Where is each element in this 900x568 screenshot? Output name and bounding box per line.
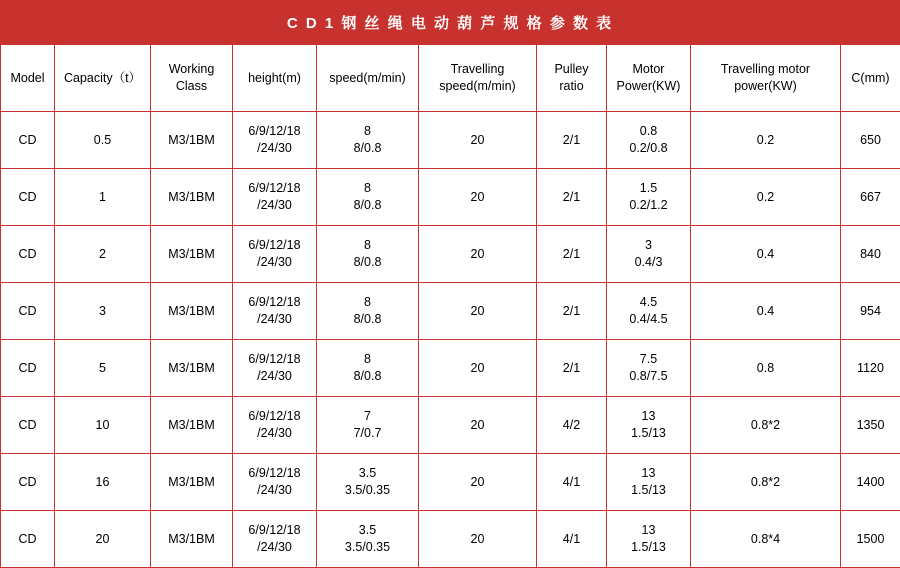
cell-pulley-ratio: 2/1 <box>537 112 607 169</box>
specification-table <box>0 44 900 568</box>
column-header-pulley-ratio <box>537 45 607 112</box>
cell-height-line1: 6/9/12/18 <box>235 351 314 368</box>
cell-motor-power <box>607 226 691 283</box>
cell-speed-line2: 8/0.8 <box>319 311 416 328</box>
cell-c: 1120 <box>841 340 900 397</box>
cell-speed-line1: 8 <box>319 180 416 197</box>
cell-motor-power-line2: 0.4/4.5 <box>609 311 688 328</box>
cell-travelling-motor-power: 0.8*4 <box>691 511 841 568</box>
table-row <box>1 340 900 397</box>
column-header-travelling-motor-power-line1: Travelling motor <box>693 61 838 78</box>
column-header-model: Model <box>1 45 55 112</box>
cell-speed-line1: 8 <box>319 237 416 254</box>
cell-motor-power-line2: 1.5/13 <box>609 539 688 556</box>
cell-motor-power-line1: 0.8 <box>609 123 688 140</box>
column-header-height: height(m) <box>233 45 317 112</box>
column-header-motor-power <box>607 45 691 112</box>
cell-motor-power-line1: 4.5 <box>609 294 688 311</box>
cell-speed <box>317 511 419 568</box>
cell-travelling-motor-power: 0.4 <box>691 226 841 283</box>
cell-speed-line1: 7 <box>319 408 416 425</box>
cell-capacity: 20 <box>55 511 151 568</box>
cell-c: 650 <box>841 112 900 169</box>
cell-travelling-motor-power: 0.2 <box>691 112 841 169</box>
column-header-speed: speed(m/min) <box>317 45 419 112</box>
cell-model: CD <box>1 283 55 340</box>
cell-height-line2: /24/30 <box>235 482 314 499</box>
column-header-motor-power-line2: Power(KW) <box>609 78 688 95</box>
cell-speed-line1: 3.5 <box>319 522 416 539</box>
column-header-travelling-speed-line1: Travelling <box>421 61 534 78</box>
cell-motor-power <box>607 397 691 454</box>
cell-height <box>233 169 317 226</box>
cell-speed-line2: 3.5/0.35 <box>319 482 416 499</box>
cell-model: CD <box>1 169 55 226</box>
cell-motor-power-line1: 13 <box>609 408 688 425</box>
cell-pulley-ratio: 2/1 <box>537 169 607 226</box>
cell-c: 1500 <box>841 511 900 568</box>
cell-motor-power <box>607 454 691 511</box>
cell-motor-power <box>607 511 691 568</box>
cell-travelling-speed: 20 <box>419 112 537 169</box>
cell-travelling-speed: 20 <box>419 511 537 568</box>
cell-motor-power-line2: 0.2/0.8 <box>609 140 688 157</box>
cell-model: CD <box>1 112 55 169</box>
column-header-c: C(mm) <box>841 45 900 112</box>
cell-motor-power-line1: 13 <box>609 522 688 539</box>
cell-pulley-ratio: 4/1 <box>537 454 607 511</box>
cell-motor-power-line1: 3 <box>609 237 688 254</box>
cell-height-line2: /24/30 <box>235 368 314 385</box>
column-header-capacity: Capacity（t） <box>55 45 151 112</box>
cell-motor-power <box>607 283 691 340</box>
cell-speed <box>317 226 419 283</box>
table-row <box>1 511 900 568</box>
cell-speed-line1: 8 <box>319 351 416 368</box>
cell-travelling-speed: 20 <box>419 340 537 397</box>
table-row <box>1 454 900 511</box>
cell-capacity: 5 <box>55 340 151 397</box>
table-row <box>1 283 900 340</box>
column-header-working-class-line2: Class <box>153 78 230 95</box>
cell-speed-line1: 8 <box>319 294 416 311</box>
page-title: C D 1 钢 丝 绳 电 动 葫 芦 规 格 参 数 表 <box>287 12 613 33</box>
cell-height-line2: /24/30 <box>235 140 314 157</box>
cell-travelling-motor-power: 0.2 <box>691 169 841 226</box>
cell-model: CD <box>1 454 55 511</box>
cell-c: 1350 <box>841 397 900 454</box>
cell-travelling-speed: 20 <box>419 454 537 511</box>
cell-speed <box>317 340 419 397</box>
column-header-working-class <box>151 45 233 112</box>
column-header-travelling-speed-line2: speed(m/min) <box>421 78 534 95</box>
cell-pulley-ratio: 2/1 <box>537 226 607 283</box>
cell-c: 667 <box>841 169 900 226</box>
cell-working-class: M3/1BM <box>151 283 233 340</box>
cell-height-line1: 6/9/12/18 <box>235 465 314 482</box>
cell-height-line2: /24/30 <box>235 311 314 328</box>
cell-speed-line1: 3.5 <box>319 465 416 482</box>
cell-speed-line2: 3.5/0.35 <box>319 539 416 556</box>
cell-speed <box>317 169 419 226</box>
column-header-travelling-speed <box>419 45 537 112</box>
cell-travelling-speed: 20 <box>419 169 537 226</box>
cell-travelling-speed: 20 <box>419 226 537 283</box>
table-row <box>1 169 900 226</box>
cell-capacity: 10 <box>55 397 151 454</box>
column-header-pulley-ratio-line1: Pulley <box>539 61 604 78</box>
table-row <box>1 112 900 169</box>
cell-speed-line2: 7/0.7 <box>319 425 416 442</box>
cell-motor-power <box>607 169 691 226</box>
cell-working-class: M3/1BM <box>151 112 233 169</box>
cell-travelling-speed: 20 <box>419 283 537 340</box>
cell-height <box>233 454 317 511</box>
cell-pulley-ratio: 2/1 <box>537 283 607 340</box>
table-header <box>1 45 900 112</box>
cell-c: 1400 <box>841 454 900 511</box>
cell-travelling-speed: 20 <box>419 397 537 454</box>
cell-capacity: 0.5 <box>55 112 151 169</box>
cell-height-line1: 6/9/12/18 <box>235 237 314 254</box>
cell-height-line1: 6/9/12/18 <box>235 522 314 539</box>
cell-height-line2: /24/30 <box>235 425 314 442</box>
cell-height-line2: /24/30 <box>235 254 314 271</box>
column-header-travelling-motor-power-line2: power(KW) <box>693 78 838 95</box>
cell-speed <box>317 397 419 454</box>
cell-working-class: M3/1BM <box>151 397 233 454</box>
cell-speed-line2: 8/0.8 <box>319 368 416 385</box>
column-header-travelling-motor-power <box>691 45 841 112</box>
cell-working-class: M3/1BM <box>151 511 233 568</box>
cell-model: CD <box>1 397 55 454</box>
cell-motor-power-line2: 0.4/3 <box>609 254 688 271</box>
cell-capacity: 2 <box>55 226 151 283</box>
cell-motor-power-line1: 7.5 <box>609 351 688 368</box>
cell-speed-line2: 8/0.8 <box>319 140 416 157</box>
column-header-motor-power-line1: Motor <box>609 61 688 78</box>
cell-travelling-motor-power: 0.8 <box>691 340 841 397</box>
cell-motor-power <box>607 340 691 397</box>
cell-working-class: M3/1BM <box>151 340 233 397</box>
cell-model: CD <box>1 226 55 283</box>
cell-travelling-motor-power: 0.8*2 <box>691 454 841 511</box>
cell-motor-power <box>607 112 691 169</box>
table-header-row <box>1 45 900 112</box>
cell-pulley-ratio: 2/1 <box>537 340 607 397</box>
cell-motor-power-line2: 0.8/7.5 <box>609 368 688 385</box>
cell-c: 840 <box>841 226 900 283</box>
cell-pulley-ratio: 4/2 <box>537 397 607 454</box>
cell-height <box>233 340 317 397</box>
cell-speed <box>317 112 419 169</box>
cell-height-line2: /24/30 <box>235 197 314 214</box>
column-header-working-class-line1: Working <box>153 61 230 78</box>
cell-height-line1: 6/9/12/18 <box>235 123 314 140</box>
cell-travelling-motor-power: 0.8*2 <box>691 397 841 454</box>
cell-model: CD <box>1 511 55 568</box>
cell-height <box>233 112 317 169</box>
cell-motor-power-line2: 0.2/1.2 <box>609 197 688 214</box>
cell-motor-power-line1: 1.5 <box>609 180 688 197</box>
column-header-pulley-ratio-line2: ratio <box>539 78 604 95</box>
cell-capacity: 1 <box>55 169 151 226</box>
cell-height-line1: 6/9/12/18 <box>235 408 314 425</box>
cell-speed <box>317 283 419 340</box>
table-row <box>1 226 900 283</box>
cell-working-class: M3/1BM <box>151 169 233 226</box>
cell-c: 954 <box>841 283 900 340</box>
cell-travelling-motor-power: 0.4 <box>691 283 841 340</box>
cell-capacity: 3 <box>55 283 151 340</box>
cell-working-class: M3/1BM <box>151 454 233 511</box>
cell-speed-line1: 8 <box>319 123 416 140</box>
cell-height <box>233 511 317 568</box>
cell-speed-line2: 8/0.8 <box>319 254 416 271</box>
cell-height <box>233 226 317 283</box>
cell-height-line1: 6/9/12/18 <box>235 294 314 311</box>
cell-speed-line2: 8/0.8 <box>319 197 416 214</box>
cell-motor-power-line2: 1.5/13 <box>609 482 688 499</box>
cell-height <box>233 283 317 340</box>
cell-height-line2: /24/30 <box>235 539 314 556</box>
cell-working-class: M3/1BM <box>151 226 233 283</box>
page-title-bar <box>0 0 900 44</box>
table-row <box>1 397 900 454</box>
cell-speed <box>317 454 419 511</box>
cell-pulley-ratio: 4/1 <box>537 511 607 568</box>
cell-capacity: 16 <box>55 454 151 511</box>
cell-height-line1: 6/9/12/18 <box>235 180 314 197</box>
cell-model: CD <box>1 340 55 397</box>
table-body <box>1 112 900 568</box>
cell-motor-power-line1: 13 <box>609 465 688 482</box>
cell-motor-power-line2: 1.5/13 <box>609 425 688 442</box>
cell-height <box>233 397 317 454</box>
